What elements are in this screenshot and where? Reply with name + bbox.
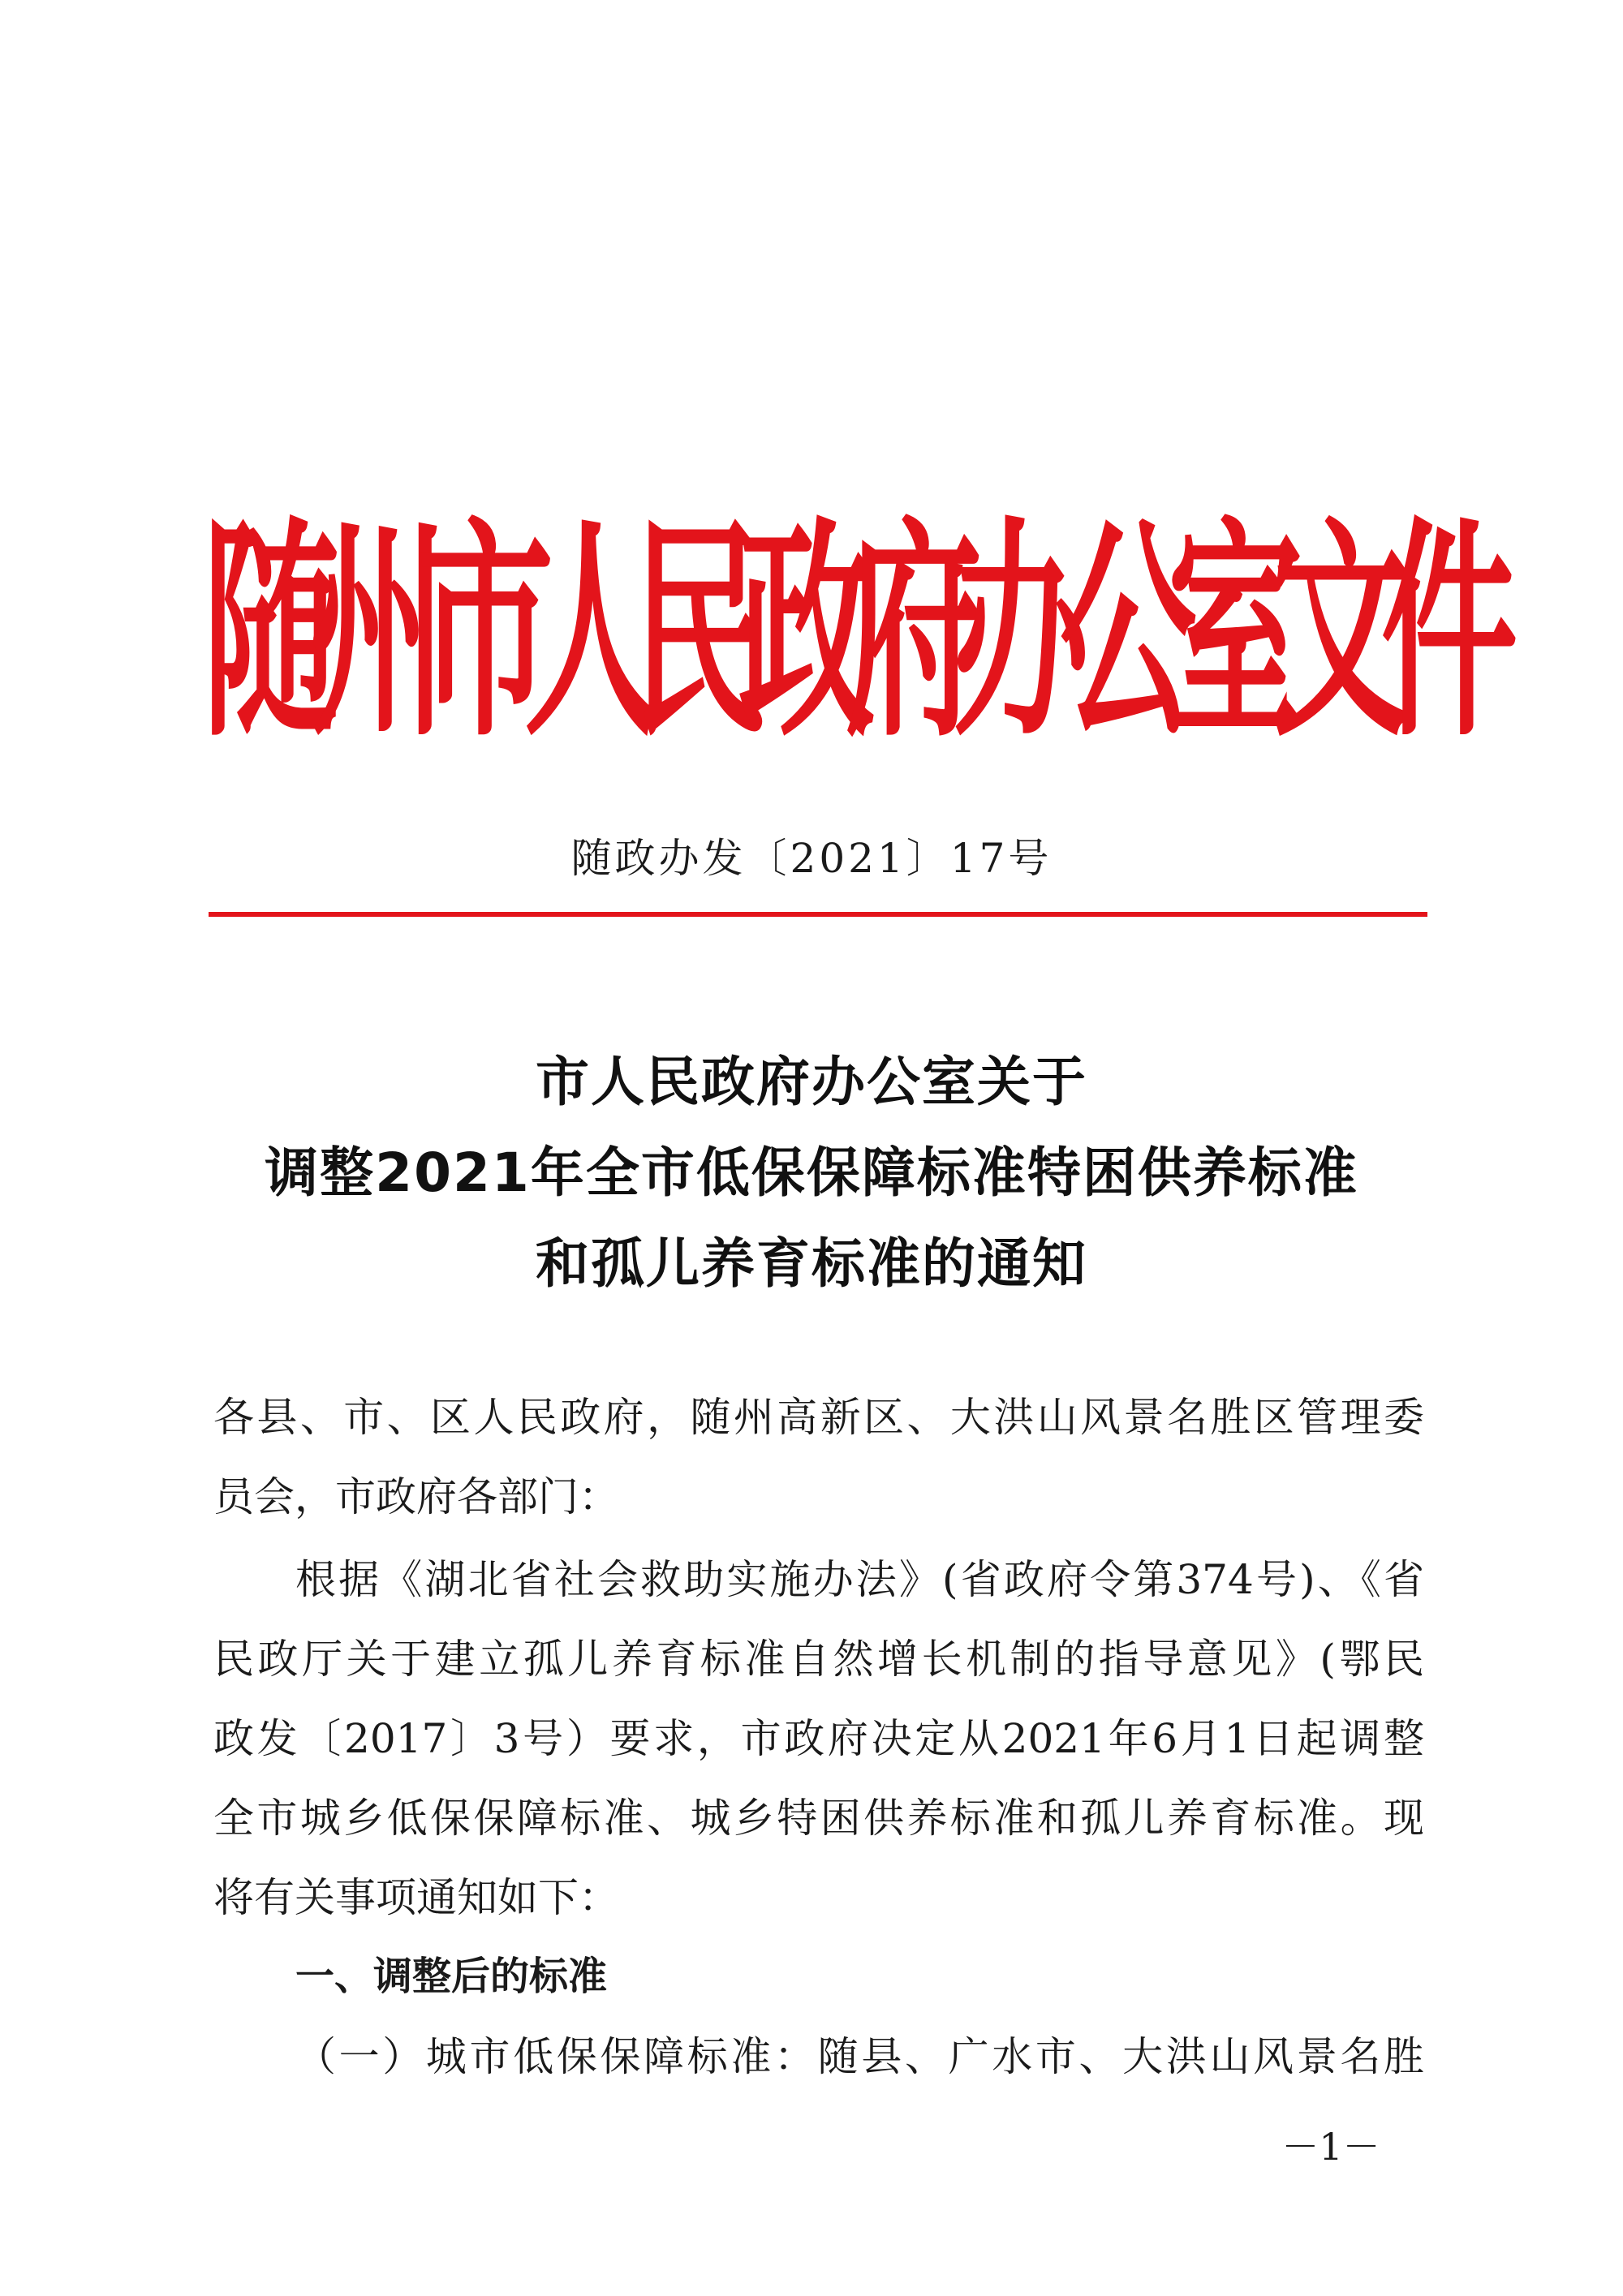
masthead-char: 政 — [738, 497, 875, 768]
title-line-2: 调整2021年全市低保保障标准特困供养标准 — [265, 1142, 1358, 1204]
title-line-3: 和孤儿养育标准的通知 — [536, 1232, 1087, 1295]
page-number: －1－ — [1281, 2125, 1380, 2169]
title-line-1: 市人民政府办公室关于 — [536, 1051, 1087, 1113]
masthead-char: 府 — [846, 497, 982, 768]
masthead-char: 文 — [1274, 497, 1410, 768]
masthead-char: 民 — [631, 497, 768, 768]
masthead-char: 人 — [524, 497, 661, 768]
body-line: 政发〔2017〕3号）要求，市政府决定从2021年6月1日起调整 — [213, 1715, 1424, 1762]
document-number: 随政办发〔2021〕17号 — [570, 835, 1053, 882]
body-line: 全市城乡低保保障标准、城乡特困供养标准和孤儿养育标准。现 — [213, 1795, 1424, 1842]
body-line: 员会，市政府各部门： — [213, 1473, 619, 1520]
masthead-char: 州 — [310, 497, 446, 768]
masthead-char: 件 — [1381, 497, 1518, 768]
body-line: （一）城市低保保障标准：随县、广水市、大洪山风景名胜 — [295, 2033, 1424, 2080]
section-heading: 一、调整后的标准 — [295, 1954, 608, 1999]
masthead — [203, 497, 1518, 768]
masthead-char: 随 — [203, 497, 339, 768]
masthead-char: 办 — [953, 497, 1089, 768]
masthead-char: 室 — [1167, 497, 1303, 768]
body-line: 各县、市、区人民政府，随州高新区、大洪山风景名胜区管理委 — [213, 1394, 1424, 1441]
red-separator-rule — [209, 912, 1427, 917]
masthead-char: 市 — [417, 497, 553, 768]
body-line: 将有关事项通知如下： — [213, 1874, 619, 1921]
body-line: 民政厅关于建立孤儿养育标准自然增长机制的指导意见》(鄂民 — [213, 1636, 1424, 1683]
masthead-char: 公 — [1060, 497, 1196, 768]
body-line: 根据《湖北省社会救助实施办法》(省政府令第374号)、《省 — [295, 1556, 1424, 1603]
